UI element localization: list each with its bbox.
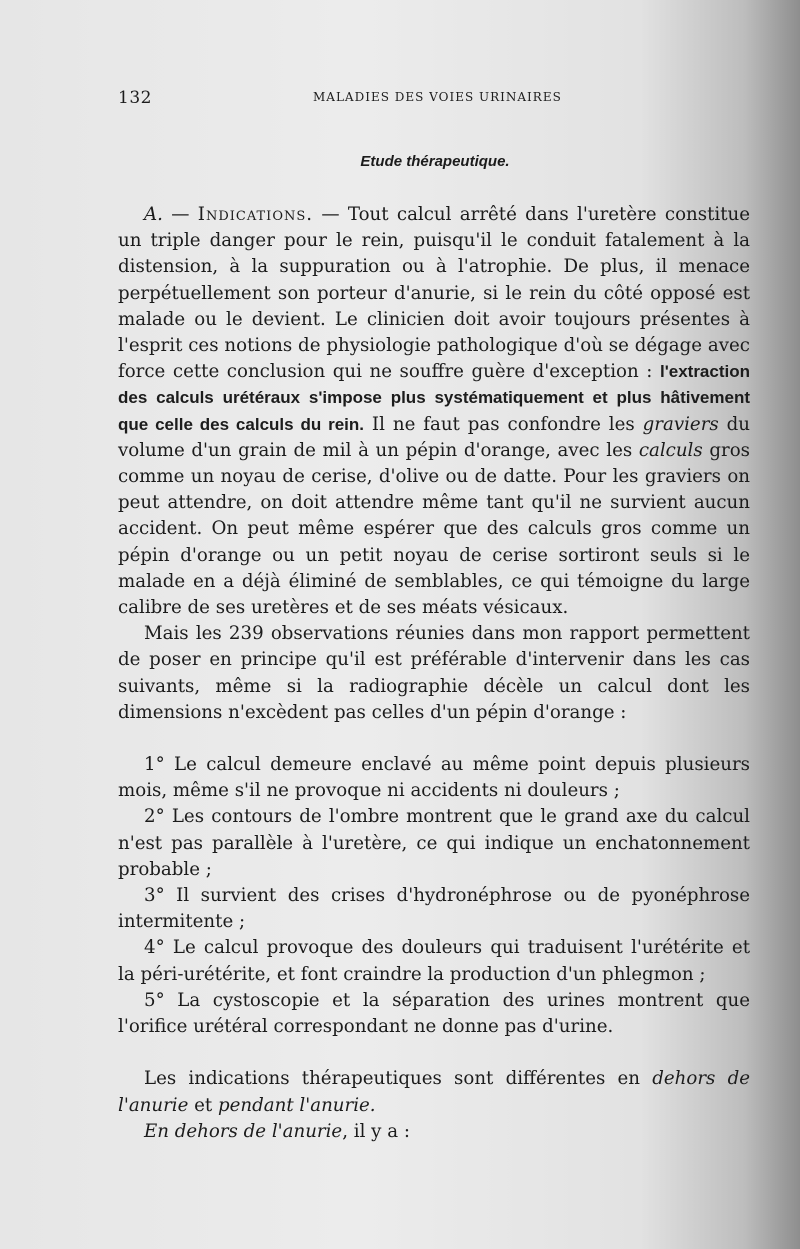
text-segment: gros comme un noyau de cerise, d'olive ou de datte. Pour les graviers on peut attendre, on doit attendre même tant qu'il ne survient aucun accident. On peut même espérer que des calculs gros comme un pépin d'orange ou un petit noyau de cerise sortiront seuls si le malade en a déjà éliminé de semblables, ce qui témoigne du large calibre de ses uretères et de ses méats vésicaux. (118, 439, 750, 619)
list-item: 5° La cystoscopie et la séparation des urines montrent que l'orifice urétéral correspondant ne donne pas d'urine. (118, 989, 750, 1038)
running-head: MALADIES DES VOIES URINAIRES (313, 90, 562, 104)
text-segment: et (188, 1094, 219, 1116)
section-title: Etude thérapeutique. (360, 153, 510, 170)
paragraph-indications (118, 202, 750, 621)
section-label: A. (144, 204, 163, 225)
italic-term: calculs (638, 439, 703, 461)
italic-term: dehors de l'anurie (118, 1068, 750, 1116)
dash: — (162, 204, 198, 225)
bold-conclusion: l'extraction des calculs urétéraux s'impose plus systématiquement et plus hâtivement que celle des calculs du rein. (118, 362, 750, 434)
body-text (118, 202, 750, 1145)
paragraph-observations: Mais les 239 observations réunies dans mon rapport permettent de poser en principe qu'il est préférable d'intervenir dans les cas suivants, même si la radiographie décèle un calcul dont les dimensions n'excèdent pas celles d'un pépin d'orange : (118, 623, 750, 723)
indications-heading: Indications. (197, 204, 314, 225)
text-segment: Les indications thérapeutiques sont différentes en (144, 1068, 653, 1090)
italic-term: En dehors de l'anurie (144, 1120, 343, 1142)
italic-term: pendant l'anurie. (218, 1094, 376, 1116)
list-item: 2° Les contours de l'ombre montrent que le grand axe du calcul n'est pas parallèle à l'uretère, ce qui indique un enchatonnement probable ; (118, 806, 750, 880)
page-number: 132 (118, 88, 152, 108)
italic-term: graviers (642, 413, 719, 435)
list-item: 4° Le calcul provoque des douleurs qui traduisent l'urétérite et la péri-urétérite, et font craindre la production d'un phlegmon ; (118, 937, 750, 985)
paragraph-indications-differ (118, 1066, 750, 1118)
paragraph-outside-anuria (118, 1119, 750, 1145)
list-item: 1° Le calcul demeure enclavé au même point depuis plusieurs mois, même s'il ne provoque ni accidents ni douleurs ; (118, 754, 750, 802)
text-segment: Il ne faut pas confondre les (364, 413, 643, 435)
text-segment: — Tout calcul arrêté dans l'uretère constitue un triple danger pour le rein, puisqu'il le conduit fatalement à la distension, à la suppuration ou à l'atrophie. De plus, il menace perpétuellement son porteur d'anurie, si le rein du côté opposé est malade ou le devient. Le clinicien doit avoir toujours présentes à l'esprit ces notions de physiologie pathologique d'où se dégage avec force cette conclusion qui ne souffre guère d'exception : (118, 204, 750, 383)
list-item: 3° Il survient des crises d'hydronéphrose ou de pyonéphrose intermitente ; (118, 885, 750, 933)
text-segment: , il y a : (342, 1120, 410, 1142)
text-segment: du volume d'un grain de mil à un pépin d'orange, avec les (118, 413, 751, 461)
